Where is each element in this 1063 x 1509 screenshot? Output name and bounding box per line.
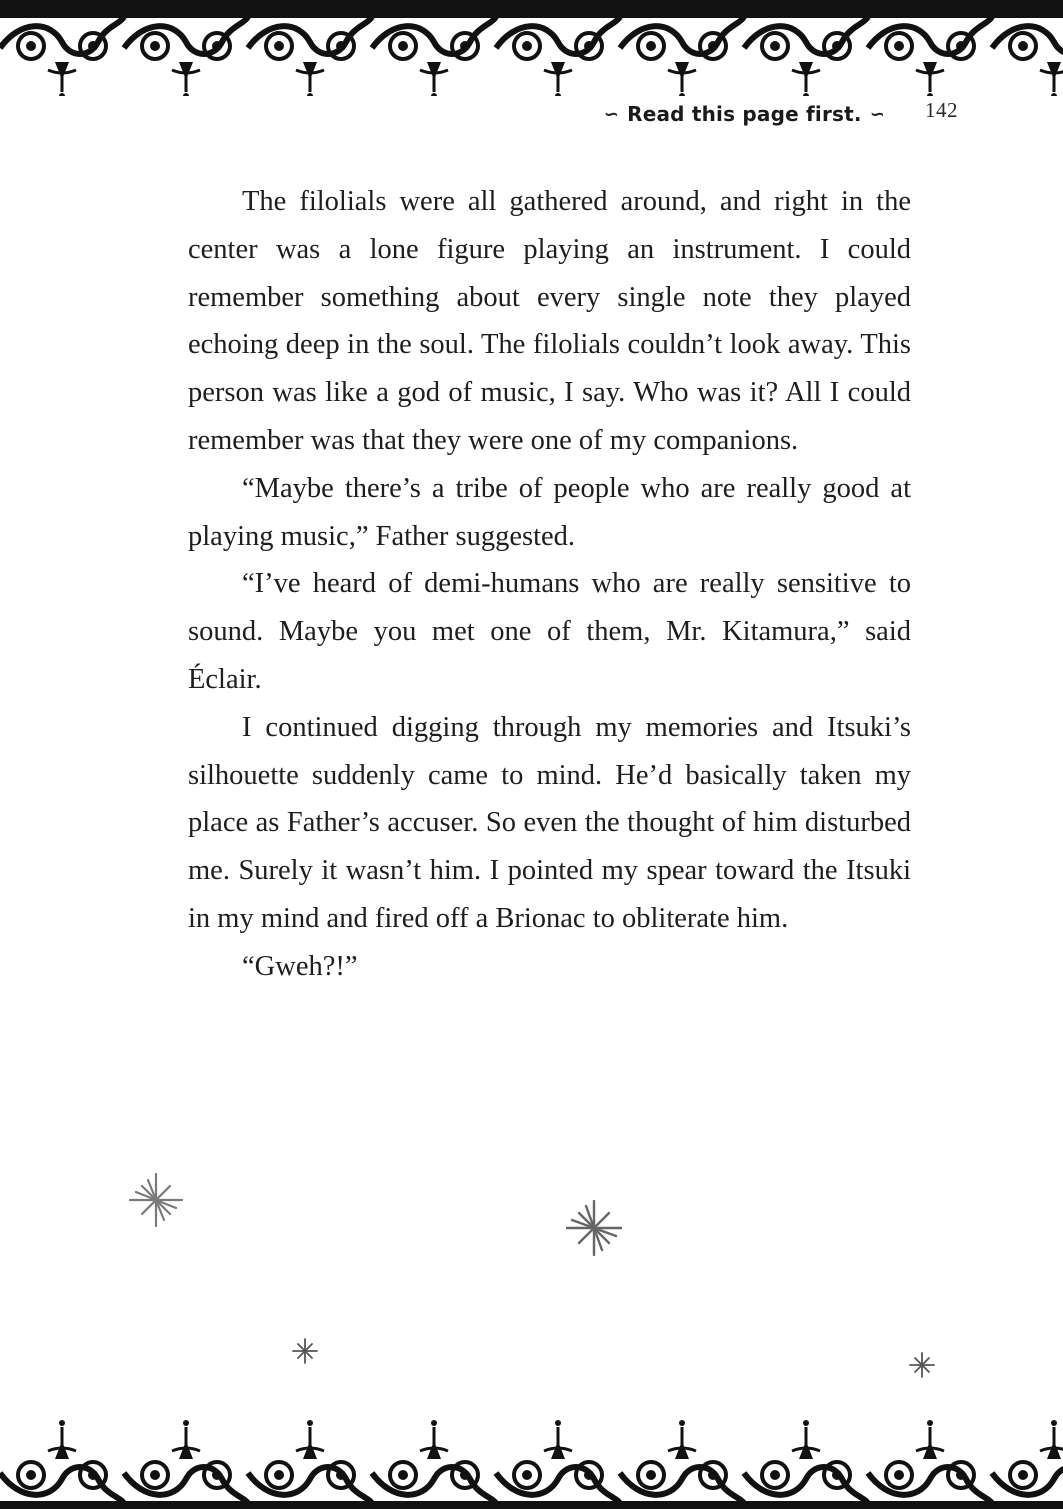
ornamental-border-bottom-icon: [0, 1417, 1063, 1509]
ornamental-border-top-icon: [0, 0, 1063, 96]
paragraph: I continued digging through my memories and Itsuki’s silhouette suddenly came to mind. He’d basically taken my place as Father’s accuser. So even the thought of him disturbed me. Surely it wasn’t him. I pointed my spear toward the Itsuki in my mind and fired off a Brionac to obliterate him.: [188, 711, 911, 934]
sparkle-icon: [292, 1338, 318, 1364]
paragraph: The filolials were all gathered around, and right in the center was a lone figure playing an instrument. I could remember something about every single note they played echoing deep in the soul. The filolials couldn’t look away. This person was like a god of music, I say. Who was it? All I could remember was that they were one of my companions.: [188, 186, 911, 456]
running-header: [0, 98, 1063, 134]
sparkle-icon: [566, 1200, 622, 1256]
sparkle-icon: [909, 1352, 935, 1378]
body-text: [188, 178, 911, 991]
running-title: [604, 102, 885, 126]
ornamental-border-bottom: [0, 1417, 1063, 1509]
page-number: 142: [925, 98, 958, 122]
flourish-right-icon: ∽: [869, 103, 885, 125]
paragraph: “I’ve heard of demi-humans who are really sensitive to sound. Maybe you met one of them, Mr. Kitamura,” said Éclair.: [188, 568, 911, 695]
sparkle-icon: [128, 1172, 184, 1228]
flourish-left-icon: ∽: [603, 103, 620, 125]
paragraph: “Gweh?!”: [242, 950, 358, 982]
ornamental-border-top: [0, 0, 1063, 96]
running-title-text: Read this page first.: [627, 102, 862, 126]
paragraph: “Maybe there’s a tribe of people who are really good at playing music,” Father suggested.: [188, 472, 911, 552]
